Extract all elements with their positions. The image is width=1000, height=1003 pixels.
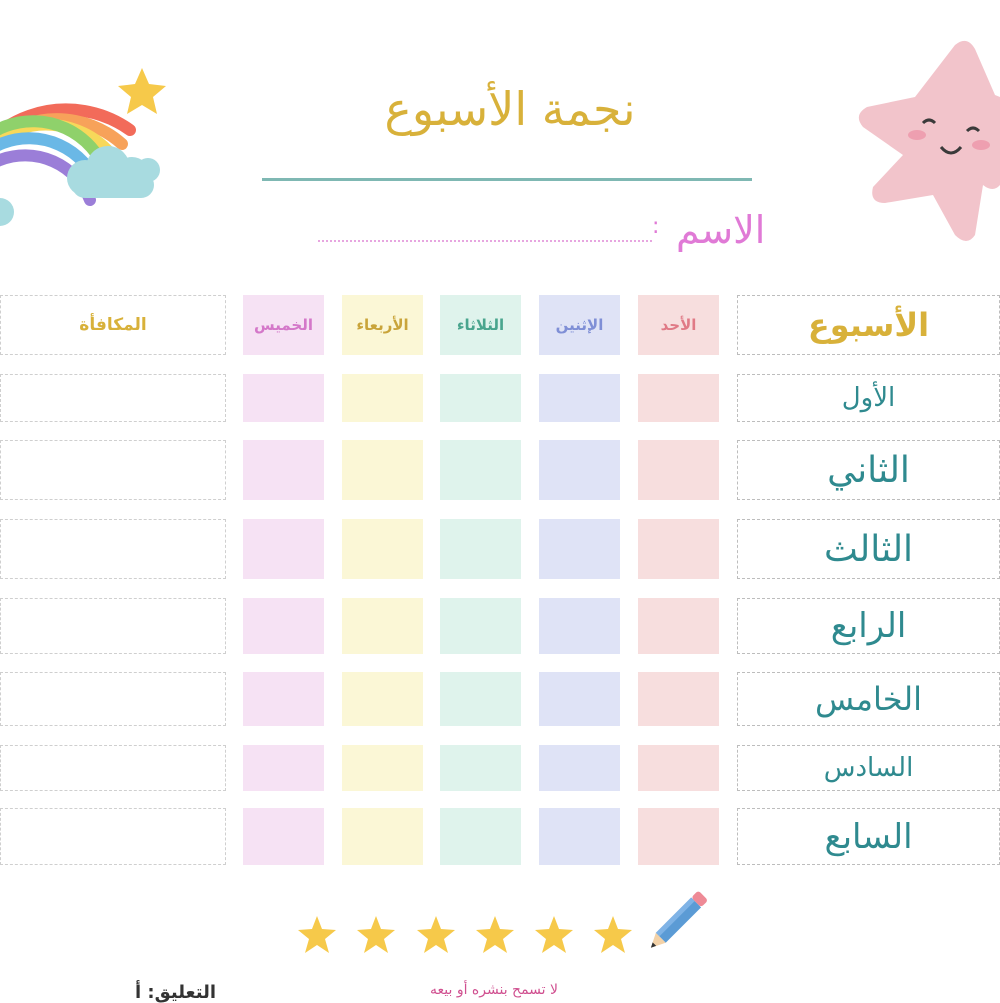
day-cell[interactable]: [539, 745, 620, 791]
day-cell[interactable]: [638, 745, 719, 791]
star-icon: [535, 916, 573, 953]
day-cell[interactable]: [440, 808, 521, 865]
week-label-6: السادس: [737, 745, 1000, 791]
day-header-sunday: الأحد: [638, 295, 719, 355]
day-cell[interactable]: [342, 519, 423, 579]
week-label-3: الثالث: [737, 519, 1000, 579]
day-cell[interactable]: [342, 672, 423, 726]
day-header-tuesday: الثلاثاء: [440, 295, 521, 355]
comment-label: التعليق: أ: [135, 982, 216, 1003]
day-cell[interactable]: [440, 519, 521, 579]
day-cell[interactable]: [342, 440, 423, 500]
star-icon: [594, 916, 632, 953]
day-cell[interactable]: [539, 440, 620, 500]
day-cell[interactable]: [440, 440, 521, 500]
reward-cell[interactable]: [0, 519, 226, 579]
day-cell[interactable]: [440, 598, 521, 654]
name-colon: :: [652, 214, 660, 239]
week-label-4: الرابع: [737, 598, 1000, 654]
rating-stars: [290, 912, 650, 962]
smiling-star-icon: [855, 35, 1000, 245]
day-cell[interactable]: [342, 598, 423, 654]
day-cell[interactable]: [539, 374, 620, 422]
day-cell[interactable]: [638, 598, 719, 654]
day-cell[interactable]: [440, 745, 521, 791]
week-label-5: الخامس: [737, 672, 1000, 726]
reward-cell[interactable]: [0, 672, 226, 726]
star-icon: [417, 916, 455, 953]
day-header-monday: الإثنين: [539, 295, 620, 355]
day-cell[interactable]: [638, 440, 719, 500]
day-cell[interactable]: [638, 672, 719, 726]
day-cell[interactable]: [638, 374, 719, 422]
reward-cell[interactable]: [0, 374, 226, 422]
day-cell[interactable]: [440, 672, 521, 726]
name-label: الاسم: [676, 208, 766, 252]
day-header-thursday: الخميس: [243, 295, 324, 355]
week-label-2: الثاني: [737, 440, 1000, 500]
day-cell[interactable]: [638, 519, 719, 579]
star-icon: [298, 916, 336, 953]
day-header-wednesday: الأربعاء: [342, 295, 423, 355]
reward-cell[interactable]: [0, 598, 226, 654]
day-cell[interactable]: [243, 374, 324, 422]
day-cell[interactable]: [342, 808, 423, 865]
day-cell[interactable]: [243, 440, 324, 500]
day-cell[interactable]: [440, 374, 521, 422]
week-label-7: السابع: [737, 808, 1000, 865]
reward-column-header: المكافأة: [0, 295, 226, 355]
day-cell[interactable]: [539, 808, 620, 865]
day-cell[interactable]: [243, 672, 324, 726]
day-cell[interactable]: [539, 672, 620, 726]
day-cell[interactable]: [539, 519, 620, 579]
name-field[interactable]: [318, 240, 652, 242]
pencil-icon: [645, 882, 720, 954]
copyright-notice: لا تسمح بنشره أو بيعه: [430, 982, 559, 998]
day-cell[interactable]: [342, 374, 423, 422]
week-column-header: الأسبوع: [737, 295, 1000, 355]
star-icon: [476, 916, 514, 953]
star-icon: [357, 916, 395, 953]
reward-cell[interactable]: [0, 808, 226, 865]
day-cell[interactable]: [243, 808, 324, 865]
day-cell[interactable]: [539, 598, 620, 654]
rainbow-icon: [0, 60, 175, 235]
week-label-1: الأول: [737, 374, 1000, 422]
day-cell[interactable]: [243, 598, 324, 654]
day-cell[interactable]: [243, 745, 324, 791]
reward-cell[interactable]: [0, 440, 226, 500]
day-cell[interactable]: [243, 519, 324, 579]
day-cell[interactable]: [342, 745, 423, 791]
title-underline: [262, 178, 752, 181]
page-title: نجمة الأسبوع: [384, 82, 636, 136]
reward-cell[interactable]: [0, 745, 226, 791]
day-cell[interactable]: [638, 808, 719, 865]
